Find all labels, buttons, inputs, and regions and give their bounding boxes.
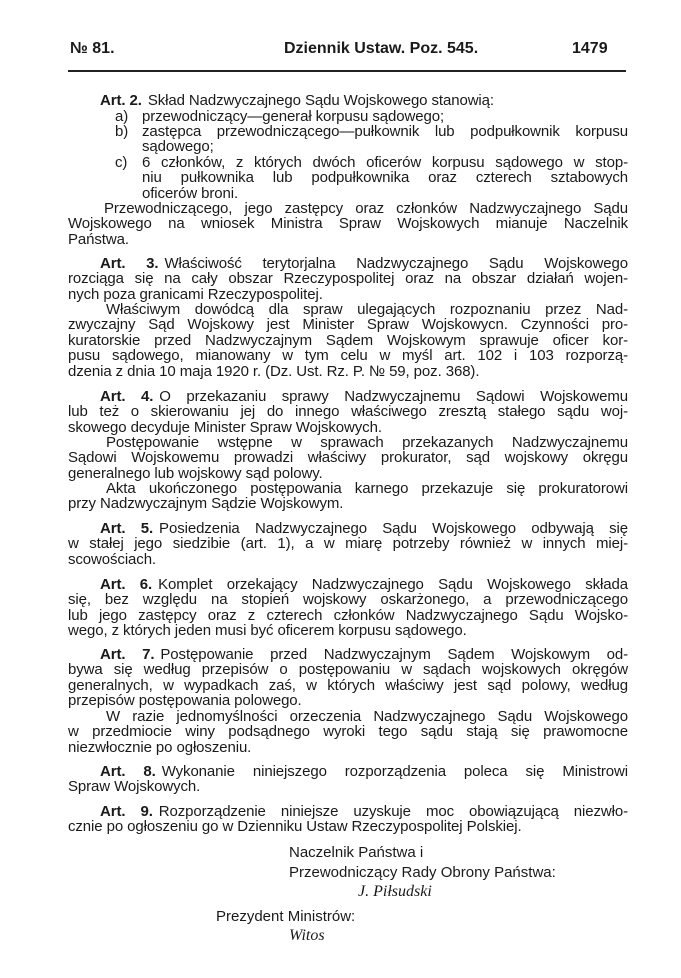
line-text: Wojskowego na wniosek Ministra Spraw Wojskowych mianuje Naczelnik (68, 215, 628, 233)
text-line (68, 363, 628, 381)
list-marker: b) (115, 123, 129, 140)
line-text: niu pułkownika lub podpułkownika oraz czterech sztabowych (142, 169, 628, 187)
line-text: niezwłocznie po ogłoszeniu. (68, 738, 252, 756)
list-marker: a) (115, 108, 129, 125)
line-text: Skład Nadzwyczajnego Sądu Wojskowego stanowią: (147, 92, 494, 109)
line-text: W razie jednomyślności orzeczenia Nadzwyczajnego Sądu Wojskowego (106, 708, 628, 725)
line-text: oficerów broni. (142, 184, 239, 202)
line-text: pusu sądowego, mianowany w tym celu w myśl art. 102 i 103 rozporzą- (68, 347, 628, 365)
line-text: rozciąga się na cały obszar Rzeczypospolitej oraz na obszar działań wojen- (68, 270, 628, 288)
article-label: Art. 4. (100, 388, 154, 405)
line-text: dzenia z dnia 10 maja 1920 r. (Dz. Ust. Rz. P. № 59, poz. 368). (68, 362, 480, 380)
line-text: Postępowanie wstępne w sprawach przekazanych Nadzwyczajnemu (106, 434, 628, 451)
signature-title-2: Przewodniczący Rady Obrony Państwa: (289, 864, 556, 881)
line-text: w stałej jego siedzibie (art. 1), a w miarę potrzeby również w innych miej- (68, 535, 628, 553)
list-marker: c) (115, 154, 128, 171)
line-text: lub też o skierowaniu jej do innego właściwego zresztą stałego sądu woj- (68, 403, 628, 421)
article-label: Art. 7. (100, 646, 155, 663)
line-text: w przedmiocie winy podsądnego wyroki tego sądu stają się prawomocne (68, 723, 628, 741)
text-line (68, 551, 628, 569)
line-text: lub jego zastępcy oraz z czterech członków Nadzwyczajnego Sądu Wojsko- (68, 606, 628, 624)
line-text: cznie po ogłoszeniu go w Dzienniku Ustaw Rzeczypospolitej Polskiej. (68, 818, 522, 836)
line-text: wego, z których jeden musi być oficerem korpusu sądowego. (68, 622, 467, 640)
article-label: Art. 5. (100, 520, 154, 537)
line-text: bywa się według przepisów o postępowaniu w sądach wojskowych okręgów (68, 661, 628, 679)
line-text: Przewodniczącego, jego zastępcy oraz członków Nadzwyczajnego Sądu (104, 200, 628, 217)
text-line (68, 231, 628, 249)
line-text: Właściwym dowódcą dla spraw ulegających rozpoznaniu przez Nad- (106, 301, 628, 318)
line-text: Akta ukończonego postępowania karnego przekazuje się prokuratorowi (106, 480, 628, 497)
text-line (68, 818, 628, 836)
line-text: przy Nadzwyczajnym Sądzie Wojskowym. (68, 495, 344, 513)
line-text: Posiedzenia Nadzwyczajnego Sądu Wojskowego odbywają się (159, 520, 628, 537)
text-line (68, 739, 628, 757)
line-text: sądowego; (142, 138, 214, 156)
signature-title-3: Prezydent Ministrów: (216, 908, 356, 925)
text-line (68, 622, 628, 640)
signature-name-witos: Witos (289, 927, 325, 944)
line-text: generalnych, w wypadkach zaś, w których właściwy jest sąd polowy, według (68, 676, 628, 694)
line-text: Spraw Wojskowych. (68, 778, 201, 796)
line-text: Państwa. (68, 230, 129, 248)
article-label: Art. 3. (100, 255, 159, 272)
article-label: Art. 6. (100, 576, 153, 593)
article-label: Art. 2. (100, 92, 142, 109)
line-text: przepisów postępowania polowego. (68, 692, 302, 710)
line-text: Wykonanie niniejszego rozporządzenia poleca się Ministrowi (161, 763, 628, 780)
signature-title-1: Naczelnik Państwa i (289, 844, 424, 861)
article-label: Art. 8. (100, 763, 156, 780)
line-text: O przekazaniu sprawy Nadzwyczajnemu Sądowi Wojskowemu (159, 388, 628, 405)
line-text: Właściwość terytorjalna Nadzwyczajnego Sądu Wojskowego (164, 255, 628, 272)
line-text: 6 członków, z których dwóch oficerów korpusu sądowego w stop- (142, 154, 628, 171)
line-text: nych poza granicami Rzeczypospolitej. (68, 285, 323, 303)
line-text: Sądowi Wojskowemu prowadzi właściwy prokurator, sąd wojskowy okręgu (68, 449, 628, 467)
line-text: Postępowanie przed Nadzwyczajnym Sądem Wojskowym od- (160, 646, 628, 663)
line-text: skowego decyduje Minister Spraw Wojskowych. (68, 418, 382, 436)
text-line (68, 778, 628, 796)
line-text: przewodniczący—generał korpusu sądowego; (142, 108, 445, 125)
line-text: kuratorskie przed Nadzwyczajnym Sądem Wojskowym sprawuje oficer kor- (68, 331, 628, 349)
issue-number: № 81. (70, 40, 115, 57)
signature-name-pilsudski: J. Piłsudski (358, 883, 432, 900)
text-line (68, 495, 628, 513)
line-text: zastępca przewodniczącego—pułkownik lub podpułkownik korpusu (142, 123, 628, 140)
line-text: zwyczajny Sąd Wojskowy jest Minister Spraw Wojskowycn. Czynności pro- (68, 316, 628, 334)
journal-title: Dziennik Ustaw. Poz. 545. (284, 40, 479, 57)
header-rule (68, 70, 626, 72)
page-number: 1479 (572, 40, 608, 57)
article-label: Art. 9. (100, 803, 153, 820)
line-text: się, bez względu na stopień wojskowy oskarżonego, a przewodniczącego (68, 591, 628, 609)
line-text: Komplet orzekający Nadzwyczajnego Sądu Wojskowego składa (158, 576, 628, 593)
line-text: Rozporządzenie niniejsze uzyskuje moc obowiązującą niezwło- (158, 803, 628, 820)
line-text: scowościach. (68, 550, 157, 568)
line-text: generalnego lub wojskowy sąd polowy. (68, 464, 323, 482)
